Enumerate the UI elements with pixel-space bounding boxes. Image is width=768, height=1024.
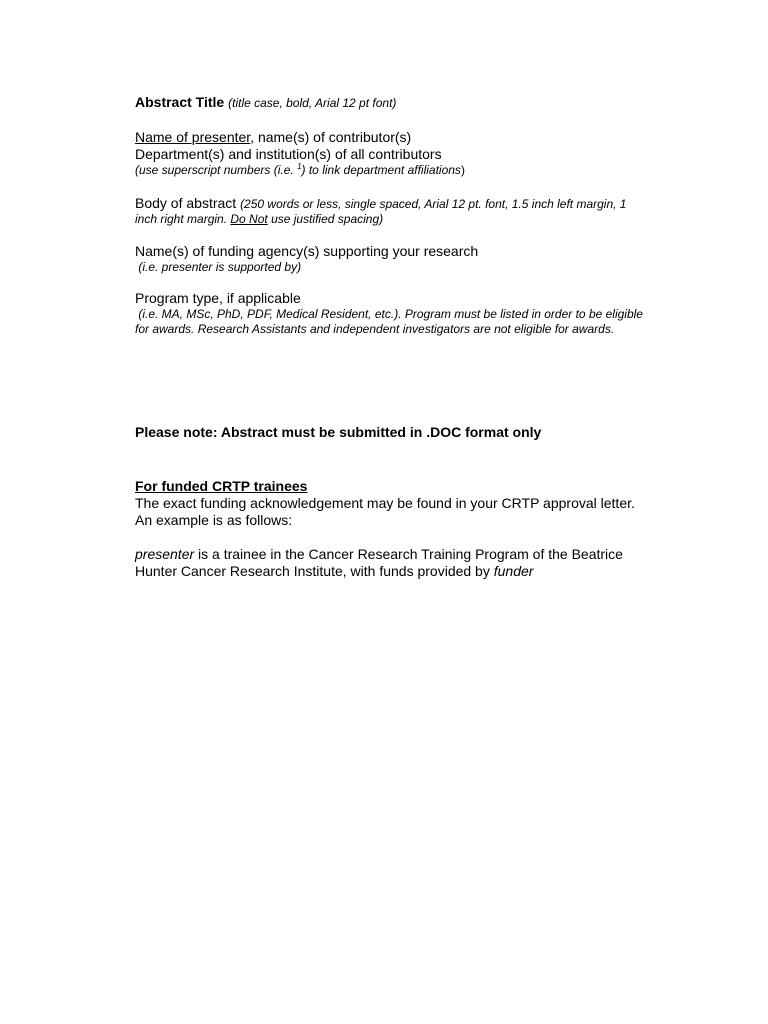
crtp-example-line2: Hunter Cancer Research Institute, with funds provided by funder [135, 563, 534, 579]
abstract-title-note: (title case, bold, Arial 12 pt font) [228, 96, 397, 110]
program-type-text: Program type, if applicable [135, 290, 301, 306]
funding-note: (i.e. presenter is supported by) [135, 260, 302, 274]
presenter-section [135, 129, 695, 178]
program-type-note-line1: (i.e. MA, MSc, PhD, PDF, Medical Resident, etc.). Program must be listed in order to be eligible [135, 307, 643, 321]
departments-note: (use superscript numbers (i.e. $^1$) to link department affiliations) [135, 162, 465, 177]
crtp-example-line1: presenter is a trainee in the Cancer Research Training Program of the Beatrice [135, 546, 623, 562]
please-note-text: Please note: Abstract must be submitted in .DOC format only [135, 424, 542, 440]
abstract-title-label: Abstract Title [135, 94, 225, 110]
funding-text: Name(s) of funding agency(s) supporting your research [135, 243, 479, 259]
crtp-heading: For funded CRTP trainees [135, 478, 308, 494]
body-abstract-note-line2: inch right margin. Do Not use justified spacing) [135, 212, 384, 226]
presenter-name-label: Name of presenter [135, 129, 251, 145]
departments-text: Department(s) and institution(s) of all contributors [135, 146, 442, 162]
contributors-label: , name(s) of contributor(s) [250, 129, 412, 145]
abstract-title-section [135, 94, 695, 111]
program-type-section [135, 290, 695, 337]
program-type-note-line2: for awards. Research Assistants and independent investigators are not eligible for awards. [135, 322, 615, 336]
please-note-section [135, 424, 695, 441]
crtp-line1: The exact funding acknowledgement may be found in your CRTP approval letter. [135, 495, 635, 511]
crtp-section [135, 478, 695, 580]
funding-section [135, 243, 695, 275]
body-abstract-label: Body of abstract [135, 195, 241, 211]
body-abstract-note-line1: (250 words or less, single spaced, Arial 12 pt. font, 1.5 inch left margin, 1 [240, 197, 627, 211]
body-abstract-section [135, 195, 695, 227]
crtp-line2: An example is as follows: [135, 512, 293, 528]
